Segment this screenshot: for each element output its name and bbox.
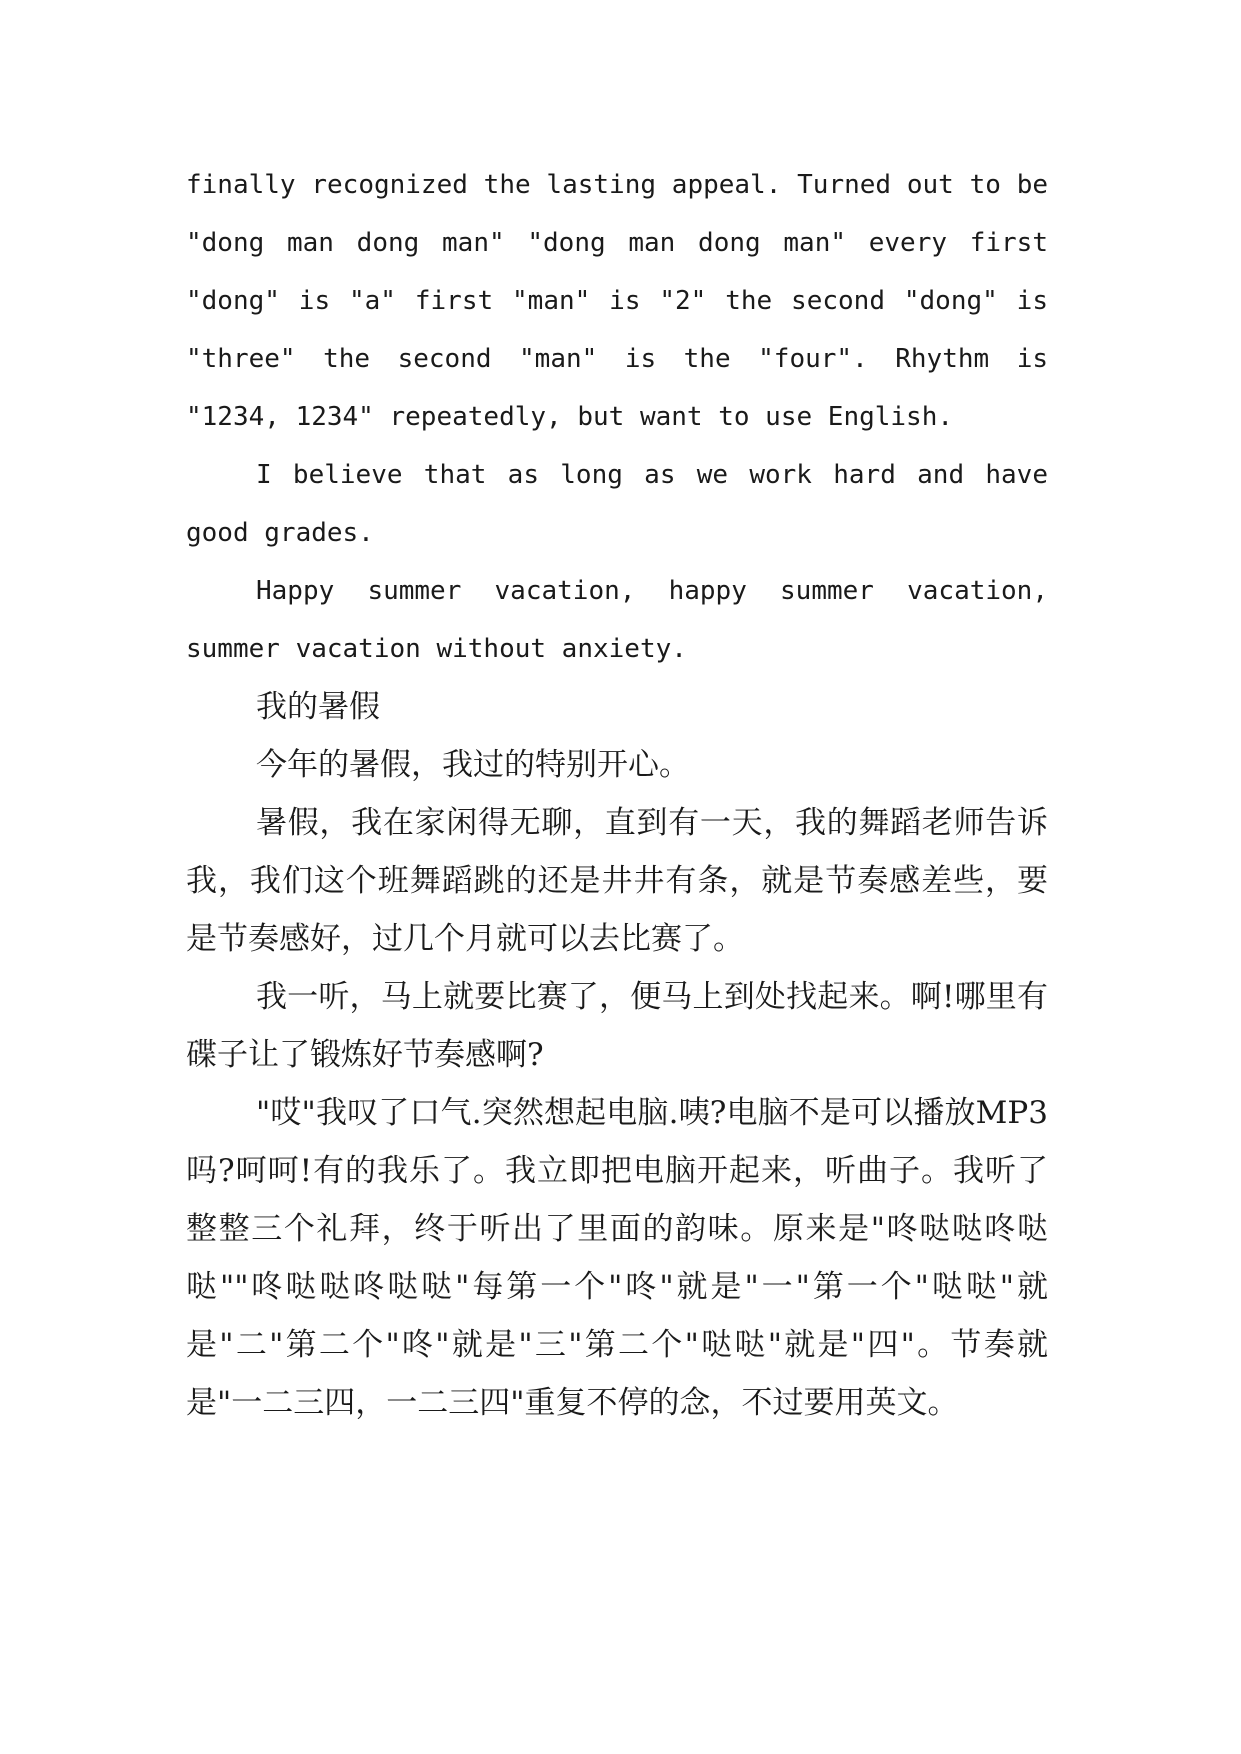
section-title-my-summer-vacation: 我的暑假 xyxy=(256,689,380,725)
paragraph-rhythm-english: finally recognized the lasting appeal. Turned out to be "dong man dong man" "dong man dong man" every first "dong" is "a" first "man" is "2" the second "dong" is "three" the second "man" is the "four". Rhythm is "1234, 1234" repeatedly, but want to use English. xyxy=(186,170,1048,432)
paragraph-dance-teacher: 暑假，我在家闲得无聊，直到有一天，我的舞蹈老师告诉我，我们这个班舞蹈跳的还是井井有条，就是节奏感差些，要是节奏感好，过几个月就可以去比赛了。 xyxy=(186,805,1048,957)
paragraph-happy-vacation: Happy summer vacation, happy summer vacation, summer vacation without anxiety. xyxy=(186,576,1048,664)
paragraph-search-discs: 我一听，马上就要比赛了，便马上到处找起来。啊!哪里有碟子让了锻炼好节奏感啊? xyxy=(186,979,1048,1073)
paragraph-computer-mp3: "哎"我叹了口气.突然想起电脑.咦?电脑不是可以播放MP3吗?呵呵!有的我乐了。我立即把电脑开起来，听曲子。我听了整整三个礼拜，终于听出了里面的韵味。原来是"咚哒哒咚哒哒""咚哒哒咚哒哒"每第一个"咚"就是"一"第一个"哒哒"就是"二"第二个"咚"就是"三"第二个"哒哒"就是"四"。节奏就是"一二三四，一二三四"重复不停的念，不过要用英文。 xyxy=(186,1095,1048,1421)
body-text xyxy=(186,156,1048,1432)
paragraph-this-summer: 今年的暑假，我过的特别开心。 xyxy=(256,747,690,783)
paragraph-work-hard: I believe that as long as we work hard and have good grades. xyxy=(186,460,1048,548)
